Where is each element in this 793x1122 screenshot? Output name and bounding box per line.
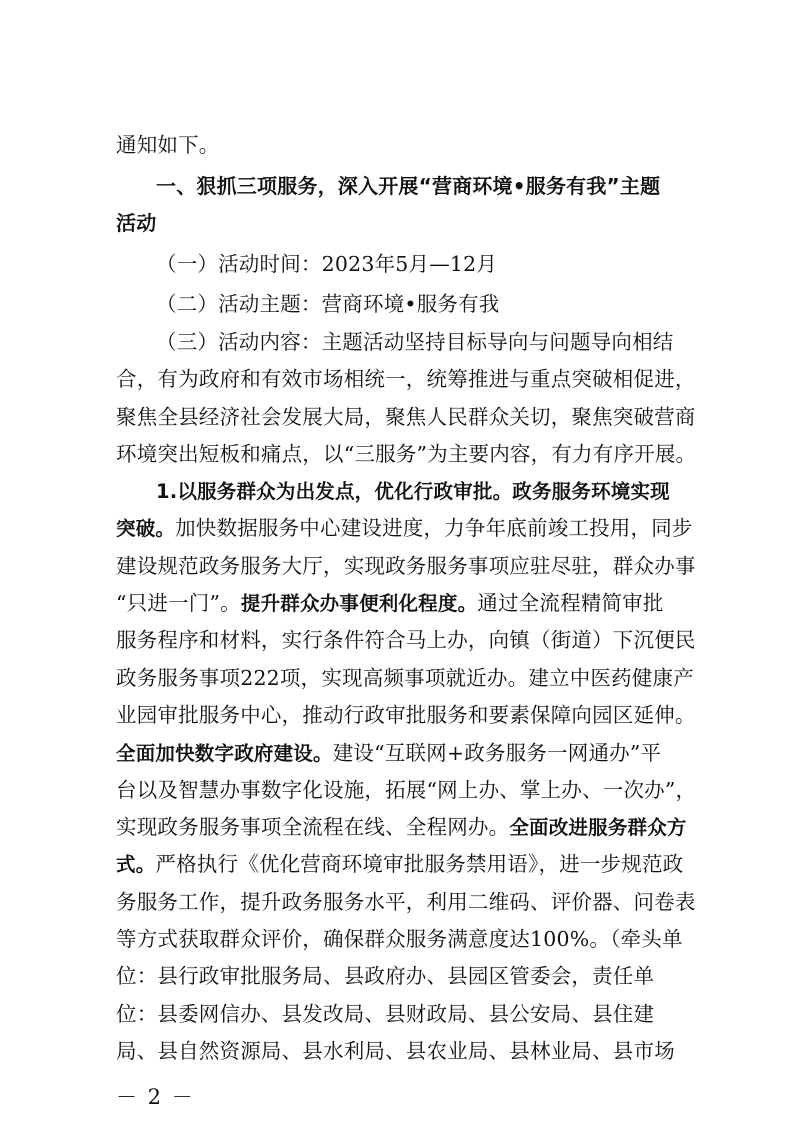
body-line xyxy=(116,510,696,546)
body-text: 建设“互联网+政务服务一网通办”平 xyxy=(332,741,662,765)
body-line: 局、县自然资源局、县水利局、县农业局、县林业局、县市场 xyxy=(116,1039,675,1063)
body-line: 建设规范政务服务大厅，实现政务服务事项应驻尽驻，群众办事 xyxy=(116,554,696,578)
body-text: 通过全流程精简审批 xyxy=(477,591,664,615)
body-line xyxy=(116,585,696,621)
body-line: 位：县行政审批服务局、县政府办、县园区管委会，责任单 xyxy=(116,964,655,988)
bold-heading: 式。 xyxy=(116,853,156,876)
section-heading-continued: 活动 xyxy=(116,211,157,235)
body-line: 位：县委网信办、县发改局、县财政局、县公安局、县住建 xyxy=(116,1002,655,1026)
body-line: 务服务工作，提升政务服务水平，利用二维码、评价器、问卷表 xyxy=(116,890,696,914)
body-line xyxy=(116,735,696,771)
body-text: “只进一门”。 xyxy=(116,591,241,615)
body-line xyxy=(156,473,696,509)
body-text: 实现政务服务事项全流程在线、全程网办。 xyxy=(116,815,510,839)
body-line: 等方式获取群众评价，确保群众服务满意度达100%。（牵头单 xyxy=(116,927,683,951)
activity-content: （三）活动内容：主题活动坚持目标导向与问题导向相结 xyxy=(156,330,674,354)
body-text: 加快数据服务中心建设进度，力争年底前竣工投用，同步 xyxy=(175,516,693,540)
bold-heading: 提升群众办事便利化程度。 xyxy=(240,592,478,615)
section-heading: 一、狠抓三项服务，深入开展“营商环境•服务有我”主题 xyxy=(156,174,661,198)
body-text: 严格执行《优化营商环境审批服务禁用语》，进一步规范政 xyxy=(155,852,684,876)
bold-heading: 1.以服务群众为出发点，优化行政审批。政务服务环境实现 xyxy=(156,480,670,503)
body-line: 环境突出短板和痛点，以“三服务”为主要内容，有力有序开展。 xyxy=(116,442,696,466)
body-line: 聚焦全县经济社会发展大局，聚焦人民群众关切，聚焦突破营商 xyxy=(116,405,696,429)
activity-theme: （二）活动主题：营商环境•服务有我 xyxy=(156,292,500,316)
body-line: 通知如下。 xyxy=(116,133,220,157)
body-line: 服务程序和材料，实行条件符合马上办，向镇（街道）下沉便民 xyxy=(116,628,696,652)
body-line: 政务服务事项222项，实现高频事项就近办。建立中医药健康产 xyxy=(116,666,694,690)
activity-time: （一）活动时间：2023年5月—12月 xyxy=(156,252,498,276)
bold-heading: 全面改进服务群众方 xyxy=(509,816,687,839)
page-number: － 2 － xyxy=(116,1085,195,1109)
body-line xyxy=(116,809,696,845)
body-line: 业园审批服务中心，推动行政审批服务和要素保障向园区延伸。 xyxy=(116,703,696,727)
bold-heading: 全面加快数字政府建设。 xyxy=(116,742,333,765)
body-line xyxy=(116,846,696,882)
body-line: 合，有为政府和有效市场相统一，统筹推进与重点突破相促进， xyxy=(116,367,696,391)
body-line: 台以及智慧办事数字化设施，拓展“网上办、掌上办、一次办”， xyxy=(116,778,696,802)
bold-heading: 突破。 xyxy=(116,517,176,540)
